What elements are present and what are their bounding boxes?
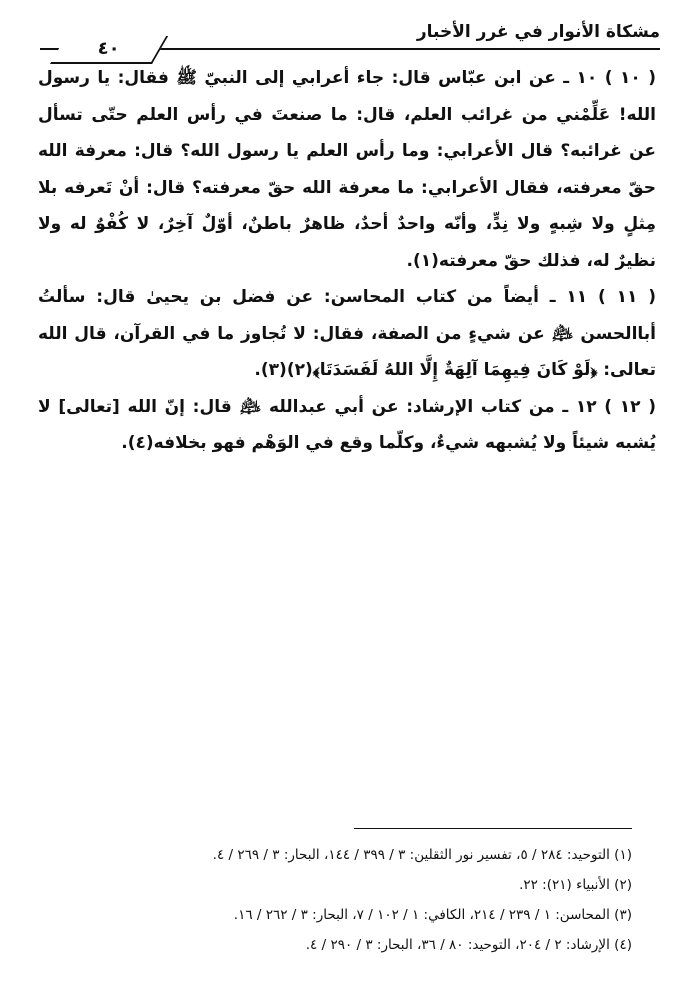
footnote: (١) التوحيد: ٢٨٤ / ٥، تفسير نور الثقلين: ٣ / ٣٩٩ / ١٤٤، البحار: ٣ / ٢٦٩ / ٤. bbox=[212, 847, 632, 863]
footnote: (٢) الأنبياء (٢١): ٢٢. bbox=[519, 877, 632, 893]
hadith-paragraph bbox=[38, 389, 656, 462]
footnote: (٣) المحاسن: ١ / ٢٣٩ / ٢١٤، الكافي: ١ / ١٠٢ / ٧، البحار: ٣ / ٢٦٢ / ١٦. bbox=[233, 907, 632, 923]
hadith-paragraph bbox=[38, 60, 656, 279]
hadith-text: ١٠ ـ عن ابن عبّاس قال: جاء أعرابي إلى النبيّ ﷺ فقال: يا رسول الله! عَلِّمْني من غرائب العلم، قال: ما صنعتَ في رأس العلم حتّى تسأل عن غرائبه؟ قال الأعرابي: وما رأس العلم يا رسول الله؟ قال: معرفة الله حقّ معرفته، فقال الأعرابي: ما معرفة الله حقّ معرفته؟ قال: أنْ تَعرفه بلا مِثلٍ ولا شِبهٍ ولا نِدٍّ، وأنّه واحدٌ أحدٌ، ظاهرٌ باطنٌ، أوّلٌ آخِرٌ، لا كُفْوٌ له ولا نظيرٌ له، فذلك حقّ معرفته(١). bbox=[38, 68, 656, 271]
footnote-separator bbox=[354, 828, 632, 829]
main-text bbox=[38, 60, 656, 462]
footnotes bbox=[40, 840, 632, 960]
page-number: ٤٠ bbox=[97, 38, 120, 59]
hadith-text: ١١ ـ أيضاً من كتاب المحاسن: عن فضل بن يحيىٰ قال: سألتُ أباالحسن ﵇ عن شيءٍ من الصفة، فقال: لا تُجاوز ما في القرآن، قال الله تعالى: ﴿لَوْ كَانَ فِيهِمَا آلِهَةٌ إِلَّا اللهُ لَفَسَدَتَا﴾(٢)(٣). bbox=[38, 287, 656, 380]
running-title: مشكاة الأنوار في غرر الأخبار bbox=[416, 22, 660, 42]
hadith-text: ١٢ ـ من كتاب الإرشاد: عن أبي عبدالله ﵇ قال: إنّ الله [تعالى] لا يُشبه شيئاً ولا يُشبهه شيءٌ، وكلّما وقع في الوَهْم فهو بخلافه(٤). bbox=[38, 396, 656, 453]
footnote: (٤) الإرشاد: ٢ / ٢٠٤، التوحيد: ٨٠ / ٣٦، البحار: ٣ / ٢٩٠ / ٤. bbox=[305, 937, 632, 953]
hadith-number: ( ١٠ ) bbox=[604, 68, 656, 88]
hadith-number: ( ١١ ) bbox=[598, 287, 656, 307]
hadith-paragraph bbox=[38, 279, 656, 389]
page-header bbox=[40, 14, 660, 64]
hadith-number: ( ١٢ ) bbox=[604, 396, 656, 417]
